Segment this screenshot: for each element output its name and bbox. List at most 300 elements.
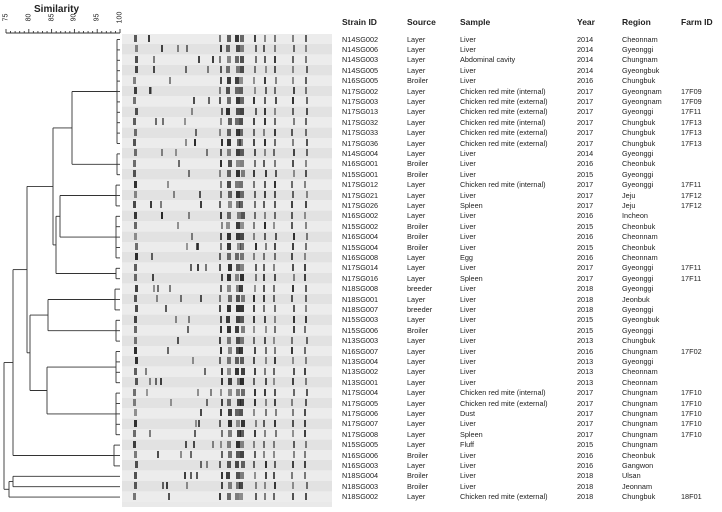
table-cell: 2018 [577, 294, 594, 304]
table-cell: N17SG008 [342, 429, 379, 439]
gel-band [241, 212, 245, 219]
gel-band [292, 56, 294, 63]
table-cell: N13SG001 [342, 377, 379, 387]
gel-band [161, 45, 163, 52]
gel-band [219, 201, 221, 208]
gel-band [273, 441, 275, 448]
gel-band [253, 233, 255, 240]
gel-band [292, 461, 294, 468]
gel-band [305, 77, 307, 84]
gel-band [133, 160, 136, 167]
gel-band [304, 347, 306, 354]
gel-band [219, 253, 221, 260]
table-cell: Layer [407, 377, 426, 387]
table-cell: Layer [407, 388, 426, 398]
table-cell: Layer [407, 408, 426, 418]
gel-band [235, 461, 239, 468]
gel-band [274, 389, 276, 396]
table-cell: N16SG007 [342, 346, 379, 356]
table-cell: Layer [407, 34, 426, 44]
table-cell: 2017 [577, 96, 594, 106]
gel-lane [122, 284, 332, 294]
gel-lane [122, 107, 332, 117]
gel-band [133, 118, 136, 125]
gel-band [263, 274, 265, 281]
gel-band [228, 347, 232, 354]
gel-band [185, 441, 187, 448]
pfge-gel-image [122, 34, 332, 507]
gel-band [226, 222, 230, 229]
gel-band [221, 451, 223, 458]
gel-band [133, 430, 136, 437]
gel-band [292, 378, 294, 385]
gel-band [293, 368, 295, 375]
axis-tick-label: 95 [93, 13, 101, 22]
table-cell: Gangwon [622, 460, 654, 470]
gel-lane [122, 273, 332, 283]
gel-band [240, 337, 244, 344]
gel-band [254, 389, 256, 396]
gel-band [253, 97, 255, 104]
gel-band [235, 357, 239, 364]
gel-band [134, 212, 137, 219]
table-cell: N15SG006 [342, 325, 379, 335]
gel-band [292, 409, 294, 416]
gel-band [274, 87, 276, 94]
table-cell: Chungnam [622, 346, 658, 356]
table-cell: Layer [407, 148, 426, 158]
gel-band [305, 118, 307, 125]
gel-band [274, 129, 276, 136]
table-cell: Layer [407, 263, 426, 273]
gel-band [274, 139, 276, 146]
gel-band [273, 472, 275, 479]
gel-band [134, 472, 137, 479]
gel-band [253, 337, 255, 344]
gel-band [168, 493, 170, 500]
gel-band [305, 170, 307, 177]
gel-band [173, 191, 175, 198]
table-cell: Chungbuk [622, 128, 656, 138]
column-header: Farm ID [681, 17, 713, 27]
gel-lane [122, 211, 332, 221]
gel-band [219, 129, 221, 136]
gel-lane [122, 367, 332, 377]
table-cell: Gyeonggi [622, 263, 654, 273]
gel-band [155, 118, 157, 125]
gel-band [134, 87, 137, 94]
gel-band [305, 378, 307, 385]
table-cell: Cheonbuk [622, 450, 656, 460]
table-cell: 2017 [577, 128, 594, 138]
gel-band [220, 149, 222, 156]
table-cell: Layer [407, 429, 426, 439]
gel-band [228, 482, 232, 489]
table-cell: Dust [460, 408, 476, 418]
gel-band [274, 243, 276, 250]
table-cell: Chicken red mite (external) [460, 138, 548, 148]
gel-band [191, 108, 193, 115]
table-cell: 2017 [577, 273, 594, 283]
gel-band [253, 316, 255, 323]
gel-band [199, 191, 201, 198]
gel-band [228, 451, 232, 458]
table-cell: 2015 [577, 315, 594, 325]
table-cell: N17SG026 [342, 200, 379, 210]
table-cell: Layer [407, 346, 426, 356]
gel-band [274, 305, 276, 312]
gel-lane [122, 86, 332, 96]
gel-band [204, 368, 206, 375]
gel-band [305, 87, 307, 94]
gel-band [265, 170, 267, 177]
gel-band [264, 233, 266, 240]
gel-band [292, 264, 294, 271]
gel-band [306, 233, 308, 240]
gel-band [228, 201, 232, 208]
gel-band [220, 441, 222, 448]
table-cell: breeder [407, 304, 433, 314]
table-cell: Layer [407, 294, 426, 304]
table-cell: Broiler [407, 221, 429, 231]
gel-lane [122, 492, 332, 502]
gel-band [265, 347, 267, 354]
table-cell: Liver [460, 294, 476, 304]
gel-lane [122, 65, 332, 75]
gel-band [135, 357, 138, 364]
gel-band [274, 420, 276, 427]
gel-band [227, 181, 231, 188]
gel-band [264, 222, 266, 229]
table-cell: 2017 [577, 419, 594, 429]
table-cell: 17F11 [681, 273, 702, 283]
axis-tick-label: 75 [2, 13, 10, 22]
gel-band [227, 77, 231, 84]
table-cell: Layer [407, 273, 426, 283]
gel-band [227, 357, 231, 364]
gel-band [253, 409, 255, 416]
table-cell: 2016 [577, 232, 594, 242]
gel-band [305, 56, 307, 63]
gel-band [239, 493, 243, 500]
gel-band [292, 77, 294, 84]
table-cell: 2018 [577, 481, 594, 491]
gel-band [264, 139, 266, 146]
gel-band [253, 129, 255, 136]
gel-lane [122, 128, 332, 138]
gel-band [263, 451, 265, 458]
gel-band [293, 441, 295, 448]
gel-band [240, 357, 244, 364]
gel-band [305, 295, 307, 302]
gel-band [273, 222, 275, 229]
gel-band [263, 129, 265, 136]
table-cell: N16SG008 [342, 252, 379, 262]
axis-tick-label: 90 [70, 13, 78, 22]
gel-band [227, 212, 231, 219]
table-cell: 2014 [577, 34, 594, 44]
gel-band [274, 181, 276, 188]
gel-band [264, 191, 266, 198]
gel-band [195, 129, 197, 136]
gel-band [135, 285, 138, 292]
gel-band [228, 160, 232, 167]
gel-band [241, 326, 245, 333]
gel-band [236, 295, 240, 302]
gel-band [240, 472, 244, 479]
gel-band [304, 409, 306, 416]
table-cell: Liver [460, 221, 476, 231]
gel-band [292, 430, 294, 437]
gel-band [134, 482, 137, 489]
gel-band [191, 233, 193, 240]
table-cell: Cheonnam [622, 252, 658, 262]
gel-band [291, 347, 293, 354]
table-cell: 2018 [577, 284, 594, 294]
gel-band [293, 45, 295, 52]
table-cell: Gyeonggi [622, 107, 654, 117]
gel-band [177, 222, 179, 229]
gel-band [227, 493, 231, 500]
gel-band [304, 451, 306, 458]
gel-band [227, 243, 231, 250]
gel-band [255, 264, 257, 271]
gel-band [227, 97, 231, 104]
table-cell: 2016 [577, 211, 594, 221]
gel-band [228, 430, 232, 437]
gel-band [227, 233, 231, 240]
table-cell: Spleen [460, 200, 483, 210]
gel-band [240, 233, 244, 240]
gel-band [291, 201, 293, 208]
table-cell: N18SG008 [342, 284, 379, 294]
gel-lane [122, 419, 332, 429]
table-cell: Liver [460, 211, 476, 221]
gel-lane [122, 440, 332, 450]
table-cell: Chungnam [622, 440, 658, 450]
table-cell: Jeonbuk [622, 294, 650, 304]
gel-band [134, 129, 137, 136]
gel-band [134, 409, 137, 416]
table-cell: N16SG003 [342, 460, 379, 470]
table-cell: 2013 [577, 336, 594, 346]
table-cell: Liver [460, 44, 476, 54]
table-cell: Broiler [407, 481, 429, 491]
table-cell: 17F11 [681, 107, 702, 117]
gel-band [135, 108, 138, 115]
gel-band [263, 441, 265, 448]
gel-band [155, 378, 157, 385]
table-cell: 17F09 [681, 86, 702, 96]
gel-band [227, 285, 231, 292]
gel-band [274, 326, 276, 333]
gel-band [240, 253, 244, 260]
table-cell: Chicken red mite (external) [460, 492, 548, 502]
gel-band [305, 441, 307, 448]
gel-band [263, 305, 265, 312]
gel-band [239, 482, 243, 489]
gel-band [226, 45, 230, 52]
gel-band [190, 451, 192, 458]
gel-lane [122, 200, 332, 210]
gel-band [292, 357, 294, 364]
gel-band [274, 108, 276, 115]
gel-band [239, 139, 243, 146]
gel-band [306, 389, 308, 396]
gel-band [175, 316, 177, 323]
gel-band [240, 264, 244, 271]
table-cell: Layer [407, 419, 426, 429]
gel-band [240, 108, 244, 115]
gel-band [264, 493, 266, 500]
gel-band [219, 420, 221, 427]
gel-band [264, 316, 266, 323]
gel-band [228, 264, 232, 271]
table-cell: Chicken red mite (external) [460, 128, 548, 138]
table-cell: 17F10 [681, 419, 702, 429]
gel-band [133, 493, 136, 500]
gel-band [227, 56, 231, 63]
gel-band [291, 399, 293, 406]
gel-band [133, 97, 136, 104]
table-cell: Chungbuk [622, 492, 656, 502]
gel-band [293, 389, 295, 396]
table-cell: Broiler [407, 232, 429, 242]
table-cell: 2015 [577, 169, 594, 179]
table-cell: Broiler [407, 242, 429, 252]
table-cell: Broiler [407, 471, 429, 481]
gel-band [161, 149, 163, 156]
gel-band [264, 368, 266, 375]
table-cell: Cheonbuk [622, 242, 656, 252]
gel-band [304, 368, 306, 375]
gel-band [220, 389, 222, 396]
table-cell: 2018 [577, 304, 594, 314]
table-cell: Liver [460, 284, 476, 294]
gel-band [235, 274, 239, 281]
table-cell: Spleen [460, 273, 483, 283]
gel-band [236, 233, 240, 240]
table-cell: Liver [460, 263, 476, 273]
table-cell: 17F10 [681, 398, 702, 408]
gel-band [305, 285, 307, 292]
gel-band [227, 368, 231, 375]
table-cell: N16SG004 [342, 232, 379, 242]
gel-band [169, 77, 171, 84]
table-cell: 2017 [577, 180, 594, 190]
gel-band [188, 170, 190, 177]
gel-band [304, 181, 306, 188]
table-cell: 2013 [577, 377, 594, 387]
gel-band [228, 409, 232, 416]
gel-band [226, 108, 230, 115]
gel-band [226, 472, 230, 479]
table-cell: Layer [407, 107, 426, 117]
table-cell: Chungnam [622, 388, 658, 398]
gel-band [220, 326, 222, 333]
gel-band [180, 295, 182, 302]
gel-band [190, 264, 192, 271]
gel-band [253, 326, 255, 333]
gel-band [186, 45, 188, 52]
table-cell: N15SG003 [342, 315, 379, 325]
gel-band [291, 337, 293, 344]
gel-band [274, 66, 276, 73]
gel-band [274, 191, 276, 198]
table-cell: Liver [460, 450, 476, 460]
gel-band [185, 66, 187, 73]
gel-band [291, 253, 293, 260]
gel-band [255, 493, 257, 500]
gel-band [274, 45, 276, 52]
gel-band [219, 357, 221, 364]
table-cell: N17SG036 [342, 138, 379, 148]
gel-lane [122, 34, 332, 44]
table-cell: 2017 [577, 429, 594, 439]
gel-band [135, 45, 138, 52]
gel-band [133, 441, 136, 448]
table-cell: Cheonnam [622, 34, 658, 44]
table-cell: N15SG005 [342, 440, 379, 450]
gel-band [254, 472, 256, 479]
gel-band [263, 201, 265, 208]
gel-band [219, 35, 221, 42]
gel-lane [122, 429, 332, 439]
table-cell: Broiler [407, 450, 429, 460]
table-cell: Broiler [407, 325, 429, 335]
gel-band [135, 253, 138, 260]
gel-band [263, 264, 265, 271]
gel-band [240, 222, 244, 229]
table-cell: Liver [460, 419, 476, 429]
table-cell: 17F11 [681, 263, 702, 273]
gel-band [228, 420, 232, 427]
gel-lane [122, 169, 332, 179]
gel-band [219, 87, 221, 94]
gel-band [292, 97, 294, 104]
table-cell: Liver [460, 325, 476, 335]
table-cell: N16SG002 [342, 211, 379, 221]
gel-lane [122, 263, 332, 273]
table-cell: 2018 [577, 471, 594, 481]
table-cell: Egg [460, 252, 473, 262]
table-cell: 2013 [577, 367, 594, 377]
table-cell: Liver [460, 356, 476, 366]
gel-band [134, 337, 137, 344]
table-cell: Chicken red mite (internal) [460, 180, 546, 190]
table-cell: Cheonnam [622, 377, 658, 387]
gel-band [219, 337, 221, 344]
table-cell: Gyeongnam [622, 86, 662, 96]
table-cell: N18SG001 [342, 294, 379, 304]
table-cell: Layer [407, 96, 426, 106]
gel-band [135, 66, 138, 73]
gel-band [153, 285, 155, 292]
gel-band [166, 482, 168, 489]
gel-band [240, 56, 244, 63]
gel-band [205, 264, 207, 271]
gel-band [149, 430, 151, 437]
gel-band [220, 212, 222, 219]
gel-band [157, 451, 159, 458]
gel-band [253, 222, 255, 229]
table-cell: Broiler [407, 169, 429, 179]
gel-band [227, 326, 231, 333]
table-cell: 2016 [577, 346, 594, 356]
gel-band [253, 139, 255, 146]
gel-band [304, 430, 306, 437]
gel-band [291, 472, 293, 479]
